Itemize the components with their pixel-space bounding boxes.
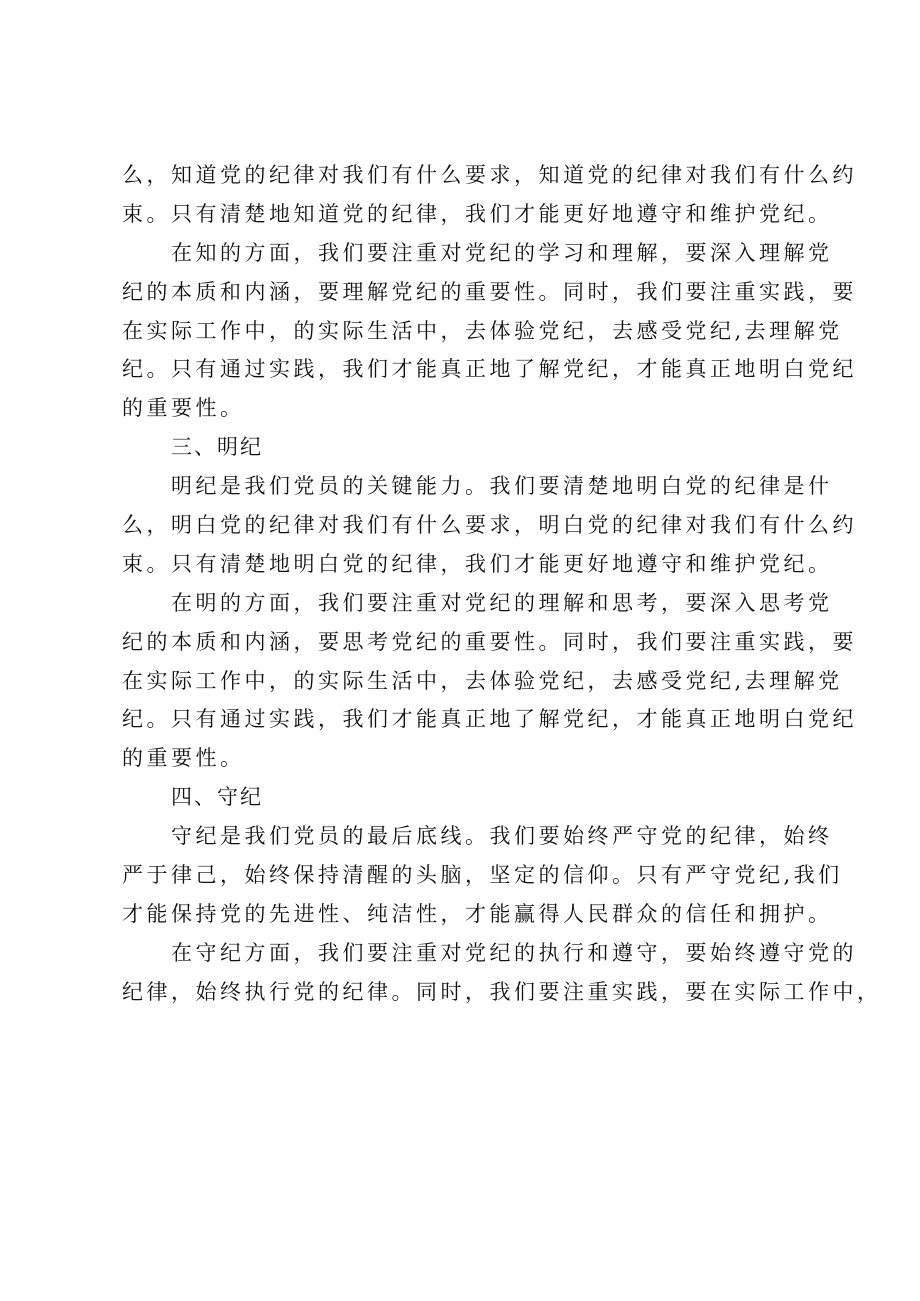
text-line: 束。只有清楚地明白党的纪律，我们才能更好地遵守和维护党纪。 [122,551,833,576]
text-line: 纪。只有通过实践，我们才能真正地了解党纪，才能真正地明白党纪 [122,707,857,732]
text-line: 束。只有清楚地知道党的纪律，我们才能更好地遵守和维护党纪。 [122,201,833,226]
section-heading-shouji: 四、守纪 [171,785,263,810]
text-line: 在实际工作中，的实际生活中，去体验党纪，去感受党纪,去理解党 [122,318,843,343]
text-line: 在实际工作中，的实际生活中，去体验党纪，去感受党纪,去理解党 [122,668,843,693]
text-line: 么，明白党的纪律对我们有什么要求，明白党的纪律对我们有什么约 [122,513,857,538]
text-line: 纪的本质和内涵，要理解党纪的重要性。同时，我们要注重实践，要 [122,279,857,304]
text-line: 纪律，始终执行党的纪律。同时，我们要注重实践，要在实际工作中， [122,979,882,1004]
text-line: 严于律己，始终保持清醒的头脑，坚定的信仰。只有严守党纪,我们 [122,863,843,888]
text-line: 才能保持党的先进性、纯洁性，才能赢得人民群众的信任和拥护。 [122,901,833,926]
text-line: 纪。只有通过实践，我们才能真正地了解党纪，才能真正地明白党纪 [122,357,857,382]
text-line: 纪的本质和内涵，要思考党纪的重要性。同时，我们要注重实践，要 [122,629,857,654]
document-page [122,156,882,1012]
text-line: 的重要性。 [122,396,245,421]
text-line: 明纪是我们党员的关键能力。我们要清楚地明白党的纪律是什 [171,474,833,499]
text-line: 的重要性。 [122,746,245,771]
section-heading-mingji: 三、明纪 [171,435,263,460]
text-line: 在守纪方面，我们要注重对党纪的执行和遵守，要始终遵守党的 [171,940,857,965]
text-line: 守纪是我们党员的最后底线。我们要始终严守党的纪律，始终 [171,824,833,849]
text-line: 么，知道党的纪律对我们有什么要求，知道党的纪律对我们有什么约 [122,163,857,187]
text-line: 在知的方面，我们要注重对党纪的学习和理解，要深入理解党 [171,240,833,265]
text-line: 在明的方面，我们要注重对党纪的理解和思考，要深入思考党 [171,590,833,615]
